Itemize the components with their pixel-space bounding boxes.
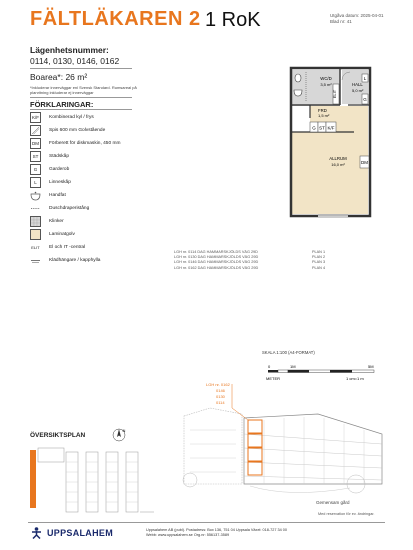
toilet-icon <box>295 74 301 82</box>
sink-icon <box>294 90 302 96</box>
highlight-unit <box>248 448 262 461</box>
legend-label: El och IT -central <box>49 245 86 250</box>
tile-swatch-icon <box>30 216 41 227</box>
stove-icon <box>30 125 41 136</box>
room-name-wc: WC/D <box>320 76 332 81</box>
laminate-swatch-icon <box>30 229 41 240</box>
contact-info: Uppsalahem AB (publ). Postadress: Box 136, 751 04 Uppsala Växel: 018-727 34 00 Webb: www.uppsalahem.se Org.nr: 556137-3589 <box>146 528 287 537</box>
callout-line: 0114 <box>216 400 225 405</box>
legend-symbol: L <box>30 177 41 188</box>
kf-label: K/F <box>327 125 335 131</box>
legend-label: Linneskåp <box>49 180 71 185</box>
courtyard-label: Gemensam gård <box>316 500 350 505</box>
room-name-allrum: ALLRUM <box>329 156 347 161</box>
divider <box>30 109 132 110</box>
list-item: LGH nr. 0114 DAG HAMMARSKJÖLDS VÄG 29D PLAN 1 <box>174 250 326 254</box>
legend-item <box>30 112 190 123</box>
room-count: 1 RoK <box>205 9 261 31</box>
g-label: G <box>312 125 316 131</box>
legend-item <box>30 216 190 227</box>
divider <box>30 97 132 98</box>
allrum-floor <box>292 132 368 214</box>
highlight-unit <box>248 462 262 475</box>
legend-item <box>30 203 190 214</box>
highlight-building <box>30 450 36 508</box>
legend-label: Garderob <box>49 167 70 172</box>
scale-five: 5M <box>368 364 374 369</box>
legend-label: Kombinerad kyl / frys <box>49 115 94 120</box>
building-elevation <box>170 380 390 508</box>
scale-zero: 0 <box>268 364 271 369</box>
legend-item <box>30 229 190 240</box>
callout-line: LGH nr. 0162 <box>206 382 230 387</box>
overview-title: ÖVERSIKTSPLAN <box>30 432 86 439</box>
legend-symbol: G <box>30 164 41 175</box>
north-label: N <box>122 428 126 433</box>
legend-label: Duschdraperistång <box>49 206 90 211</box>
g-label: G <box>363 97 367 102</box>
scale-one: 1M <box>290 364 296 369</box>
legend-label: Klädhängare / kapphylla <box>49 258 101 263</box>
legend-title: FÖRKLARINGAR: <box>30 100 94 109</box>
legend-item <box>30 242 190 253</box>
legend-label: Handfat <box>49 193 66 198</box>
list-item: LGH nr. 0130 DAG HAMMARSKJÖLDS VÄG 29D PLAN 2 <box>174 255 326 260</box>
uppsalahem-logo <box>30 526 113 539</box>
room-area-wc: 3,5 m² <box>320 82 332 87</box>
scale-title: SKALA 1:100 (A4-FORMAT) <box>262 350 315 355</box>
room-area-frd: 1,5 m² <box>318 113 330 118</box>
legend-symbol: ELIT <box>30 242 41 253</box>
highlight-unit <box>248 420 262 433</box>
apartment-plan-list <box>174 250 325 271</box>
hanger-icon <box>30 255 41 266</box>
divider <box>28 522 385 523</box>
reservation-note: Med reservation för ev. ändringar. <box>318 512 375 516</box>
publication-info <box>330 13 384 25</box>
callout-line: 0146 <box>216 388 225 393</box>
legend-item <box>30 138 190 149</box>
st-label: ST <box>319 125 325 131</box>
legend-symbol: DM <box>30 138 41 149</box>
overview-map <box>30 440 156 520</box>
living-area: Boarea*: 26 m² <box>30 72 88 82</box>
publication-date: Utgåva datum: 2025-04-01 <box>330 13 384 18</box>
legend-label: Spis 600 mm Golvstående <box>49 128 106 133</box>
legend-item <box>30 125 190 136</box>
room-area-hall: 5,0 m² <box>352 88 364 93</box>
room-area-allrum: 16,0 m² <box>331 162 345 167</box>
legend-item <box>30 255 190 266</box>
list-item: LGH nr. 0146 DAG HAMMARSKJÖLDS VÄG 29D PLAN 3 <box>174 260 326 265</box>
area-note: *Inkluderar innerväggar enl Svensk Standard. Rumsareal på planritning inkluderar ej innerväggar <box>30 85 137 95</box>
divider <box>30 68 132 69</box>
legend-label: Laminatgolv <box>49 232 75 237</box>
highlight-unit <box>248 434 262 447</box>
l-label: L <box>363 76 367 81</box>
floor-plan <box>288 60 388 220</box>
legend-item <box>30 190 190 201</box>
north-arrow-icon <box>112 428 126 442</box>
dm-label: DM <box>361 160 368 165</box>
sink-icon <box>30 190 41 201</box>
room-name-frd: FRD <box>318 108 327 113</box>
list-item: LGH nr. 0162 DAG HAMMARSKJÖLDS VÄG 29D PLAN 4 <box>174 265 326 270</box>
legend-label: Städskåp <box>49 154 70 159</box>
apartment-numbers: 0114, 0130, 0146, 0162 <box>30 56 120 66</box>
legend-symbol: ST <box>30 151 41 162</box>
elit-label: ELIT <box>332 89 337 99</box>
legend-label: Klinker <box>49 219 64 224</box>
sheet-number: Blad nr: 41 <box>330 19 352 24</box>
shower-rod-icon <box>30 203 41 214</box>
room-name-hall: HALL <box>352 82 363 87</box>
legend-symbol: K/F <box>30 112 41 123</box>
apartment-number-heading: Lägenhetsnummer: <box>30 45 109 55</box>
logo-icon <box>30 526 43 539</box>
callout-line: 0130 <box>216 394 225 399</box>
legend-item <box>30 164 190 175</box>
scale-ratio: 1 cm=1 m <box>346 376 364 381</box>
logo-text: UPPSALAHEM <box>47 527 114 538</box>
page-title: FÄLTLÄKAREN 2 <box>30 8 201 30</box>
legend-item <box>30 177 190 188</box>
legend-label: Förberett för diskmaskin, 450 mm <box>49 141 121 146</box>
scale-unit: METER <box>266 376 280 381</box>
legend-item <box>30 151 190 162</box>
